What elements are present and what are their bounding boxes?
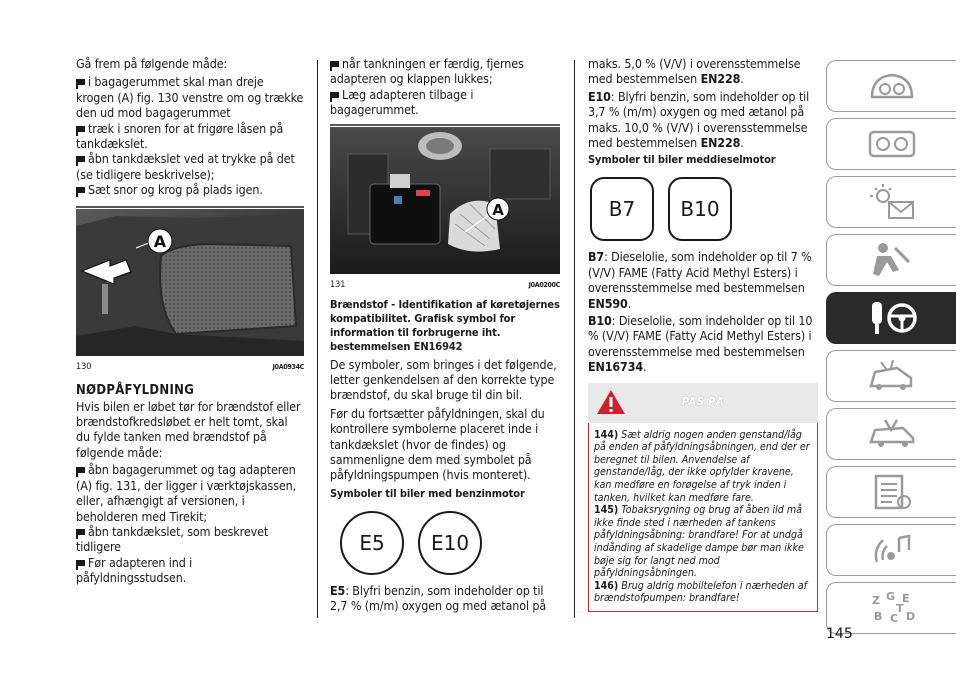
column-divider	[317, 60, 318, 618]
bullet-icon	[76, 79, 85, 85]
warning-box	[588, 423, 818, 612]
svg-text:C: C	[889, 612, 898, 625]
tab-dashboard[interactable]	[826, 60, 956, 112]
svg-text:Z: Z	[871, 594, 880, 607]
intro-text: Gå frem på følgende måde:	[76, 56, 228, 71]
tab-starting-driving[interactable]	[826, 292, 956, 344]
symbol-b7: B7	[590, 177, 654, 241]
bullet-icon	[76, 529, 85, 535]
svg-text:G: G	[885, 590, 895, 603]
bullet-icon	[76, 187, 85, 193]
tab-safety[interactable]	[826, 234, 956, 286]
e5-definition: E5: Blyfri benzin, som indeholder op til 2,7 % (m/m) oxygen og med ætanol på	[330, 582, 547, 614]
figure-131	[330, 124, 560, 291]
tab-lights[interactable]	[826, 176, 956, 228]
list-item: åbn tankdækslet, som beskrevet tidligere	[76, 523, 269, 555]
tab-instruments[interactable]	[826, 118, 956, 170]
instrument-panel-icon	[867, 127, 917, 161]
figure-caption	[76, 362, 304, 373]
tab-multimedia[interactable]	[826, 524, 956, 576]
list-item: Sæt snor og krog på plads igen.	[76, 182, 304, 197]
svg-text:B: B	[873, 610, 882, 623]
bullet-icon	[76, 560, 85, 566]
callout-a: A	[153, 231, 167, 251]
page-number: 145	[826, 626, 853, 642]
svg-text:E: E	[901, 592, 910, 605]
toolbox-adapter-photo	[330, 124, 560, 274]
petrol-symbols	[340, 511, 560, 575]
specs-list-icon	[870, 472, 914, 512]
bullet-icon	[76, 467, 85, 473]
diesel-symbols	[590, 177, 818, 241]
body-text: Før du fortsætter påfyldningen, skal du kontrollere symbolerne placeret inde i tankdækslet (hvor de findes) og sammenligne dem med symbolet på påfyldningspumpen (hvis monteret).	[330, 405, 545, 483]
bullet-icon	[330, 92, 339, 98]
column-1	[76, 56, 304, 586]
list-item: åbn bagagerummet og tag adapteren (A) fig. 131, der ligger i værktøjskassen, eller, afhængigt af versionen, i beholderen med Tirekit;	[76, 462, 297, 524]
warning-item: 144) Sæt aldrig nogen anden genstand/låg på enden af påfyldningsåbningen, end der er beregnet til bilen. Anvendelse af genstande/låg, der ikke opfylder kravene, kan medføre en forøgelse af tryk inden i tanken, hvilket kan medføre fare.	[594, 428, 810, 504]
multimedia-icon	[869, 530, 915, 570]
figure-code: J0A0200C	[528, 280, 560, 289]
figure-code: J0A0934C	[272, 362, 304, 371]
warning-item: 145) Tobaksrygning og brug af åben ild må ikke finde sted i nærheden af tankens påfyldningsåbning: brandfare! For at undgå indånding af skadelige dampe bør man ikke bøje sig for langt ned mod påfyldningsåbningen.	[594, 504, 804, 580]
list-item: i bagagerummet skal man dreje krogen (A) fig. 130 venstre om og trække den ud mod bagagerummet	[76, 74, 304, 121]
svg-text:T: T	[895, 602, 904, 615]
list-item: træk i snoren for at frigøre låsen på tankdækslet.	[76, 120, 284, 152]
tab-specifications[interactable]	[826, 466, 956, 518]
b10-definition: B10: Dieselolie, som indeholder op til 10 % (V/V) FAME (Fatty Acid Methyl Esters) i overensstemmelse med bestemmelsen EN16734.	[588, 313, 813, 375]
e5-definition-cont: maks. 5,0 % (V/V) i overensstemmelse med bestemmelsen EN228.	[588, 56, 801, 87]
safety-person-icon	[869, 240, 915, 280]
bullet-icon	[76, 156, 85, 162]
warning-header	[588, 383, 818, 423]
light-mail-icon	[867, 182, 917, 222]
car-crash-icon	[867, 358, 917, 394]
figure-number: 131	[330, 279, 346, 290]
petrol-heading: Symboler til biler med benzinmotor	[330, 486, 525, 500]
car-service-icon	[867, 416, 917, 452]
body-text: Hvis bilen er løbet tør for brændstof eller brændstofkredsløbet er helt tomt, skal du fylde tanken med brændstof på følgende måde:	[76, 398, 301, 460]
symbol-b10: B10	[668, 177, 732, 241]
dashboard-icon	[869, 69, 915, 103]
bullet-icon	[76, 126, 85, 132]
b7-definition: B7: Dieselolie, som indeholder op til 7 % (V/V) FAME (Fatty Acid Methyl Esters) i overensstemmelse med bestemmelsen EN590.	[588, 249, 812, 311]
subheading: Brændstof - Identifikation af køretøjernes kompatibilitet. Grafisk symbol for information til forbrugerne iht. bestemmelsen EN16942	[330, 297, 560, 353]
diesel-heading: Symboler til biler meddieselmotor	[588, 153, 776, 167]
warning-title: PAS PÅ	[681, 394, 725, 408]
figure-130	[76, 206, 304, 373]
section-heading: NØDPÅFYLDNING	[76, 382, 195, 398]
tab-maintenance[interactable]	[826, 408, 956, 460]
symbol-e5: E5	[340, 511, 404, 575]
figure-caption	[330, 280, 560, 291]
key-steering-icon	[864, 298, 920, 338]
figure-number: 130	[76, 361, 92, 372]
column-3	[588, 56, 818, 612]
callout-a: A	[492, 200, 504, 219]
tab-emergency[interactable]	[826, 350, 956, 402]
list-item: Før adapteren ind i påfyldningsstudsen.	[76, 554, 193, 586]
index-letters-icon	[862, 588, 922, 628]
list-item: når tankningen er færdig, fjernes adapteren og klappen lukkes;	[330, 56, 524, 87]
bullet-icon	[330, 61, 339, 67]
column-2	[330, 56, 560, 614]
body-text: De symboler, som bringes i det følgende, letter genkendelsen af den korrekte type brændstof, du skal bruge til din bil.	[330, 356, 557, 403]
symbol-e10: E10	[418, 511, 482, 575]
list-item: Læg adapteren tilbage i bagagerummet.	[330, 86, 474, 118]
svg-text:D: D	[905, 610, 915, 623]
e10-definition: E10: Blyfri benzin, som indeholder op til 3,7 % (m/m) oxygen og med ætanol på maks. 10,0 % (V/V) i overensstemmelse med bestemmelsen EN228.	[588, 88, 810, 151]
trunk-hook-photo	[76, 206, 304, 356]
list-item: åbn tankdækslet ved at trykke på det (se tidligere beskrivelse);	[76, 151, 295, 182]
warning-item: 146) Brug aldrig mobiltelefon i nærheden af brændstofpumpen: brandfare!	[594, 579, 808, 605]
column-divider	[574, 60, 575, 618]
